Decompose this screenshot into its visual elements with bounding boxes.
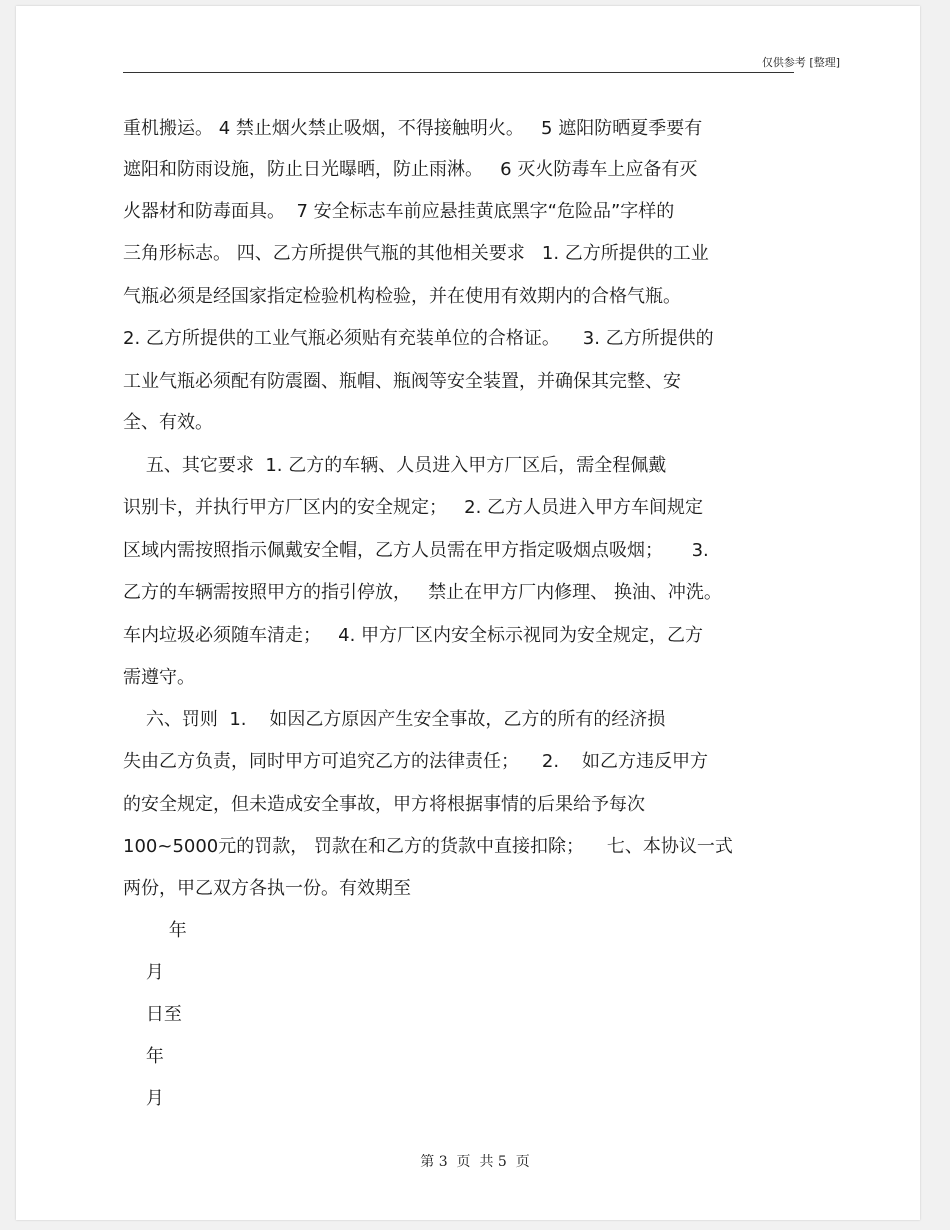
body-line: 2. 乙方所提供的工业气瓶必须贴有充装单位的合格证。 3. 乙方所提供的 (123, 328, 714, 349)
body-line: 需遵守。 (123, 667, 195, 688)
body-line: 车内垃圾必须随车清走； 4. 甲方厂区内安全标示视同为安全规定，乙方 (123, 625, 704, 646)
document-page (16, 6, 920, 1220)
body-line: 月 (123, 962, 164, 983)
body-line: 火器材和防毒面具。 7 安全标志车前应悬挂黄底黑字“危险品”字样的 (123, 201, 675, 222)
body-line: 六、罚则 1. 如因乙方原因产生安全事故，乙方的所有的经济损 (123, 709, 666, 730)
body-line: 遮阳和防雨设施，防止日光曝晒，防止雨淋。 6 灭火防毒车上应备有灭 (123, 159, 698, 180)
page-footer: 第 3 页 共 5 页 (420, 1154, 530, 1170)
body-line: 两份，甲乙双方各执一份。有效期至 (123, 878, 411, 899)
page-header: 仅供参考 [整理] (761, 56, 840, 69)
body-line: 五、其它要求 1. 乙方的车辆、人员进入甲方厂区后，需全程佩戴 (123, 455, 667, 476)
body-line: 三角形标志。 四、乙方所提供气瓶的其他相关要求 1. 乙方所提供的工业 (123, 243, 709, 264)
body-line: 年 (123, 1046, 164, 1067)
body-line: 日至 (123, 1004, 182, 1025)
body-line: 全、有效。 (123, 412, 213, 433)
header-divider (123, 72, 794, 73)
body-line: 区域内需按照指示佩戴安全帽，乙方人员需在甲方指定吸烟点吸烟； 3. (123, 540, 709, 561)
body-line: 的安全规定，但未造成安全事故，甲方将根据事情的后果给予每次 (123, 794, 645, 815)
body-line: 乙方的车辆需按照甲方的指引停放， 禁止在甲方厂内修理、 换油、冲洗。 (123, 582, 722, 603)
body-line: 100~5000元的罚款， 罚款在和乙方的货款中直接扣除； 七、本协议一式 (123, 836, 733, 857)
body-line: 气瓶必须是经国家指定检验机构检验，并在使用有效期内的合格气瓶。 (123, 286, 681, 307)
body-line: 工业气瓶必须配有防震圈、瓶帽、瓶阀等安全装置，并确保其完整、安 (123, 371, 681, 392)
body-line: 重机搬运。 4 禁止烟火禁止吸烟，不得接触明火。 5 遮阳防晒夏季要有 (123, 118, 703, 139)
body-line: 月 (123, 1088, 164, 1109)
body-line: 失由乙方负责，同时甲方可追究乙方的法律责任； 2. 如乙方违反甲方 (123, 751, 708, 772)
body-line: 识别卡，并执行甲方厂区内的安全规定； 2. 乙方人员进入甲方车间规定 (123, 497, 704, 518)
body-line: 年 (123, 920, 187, 941)
